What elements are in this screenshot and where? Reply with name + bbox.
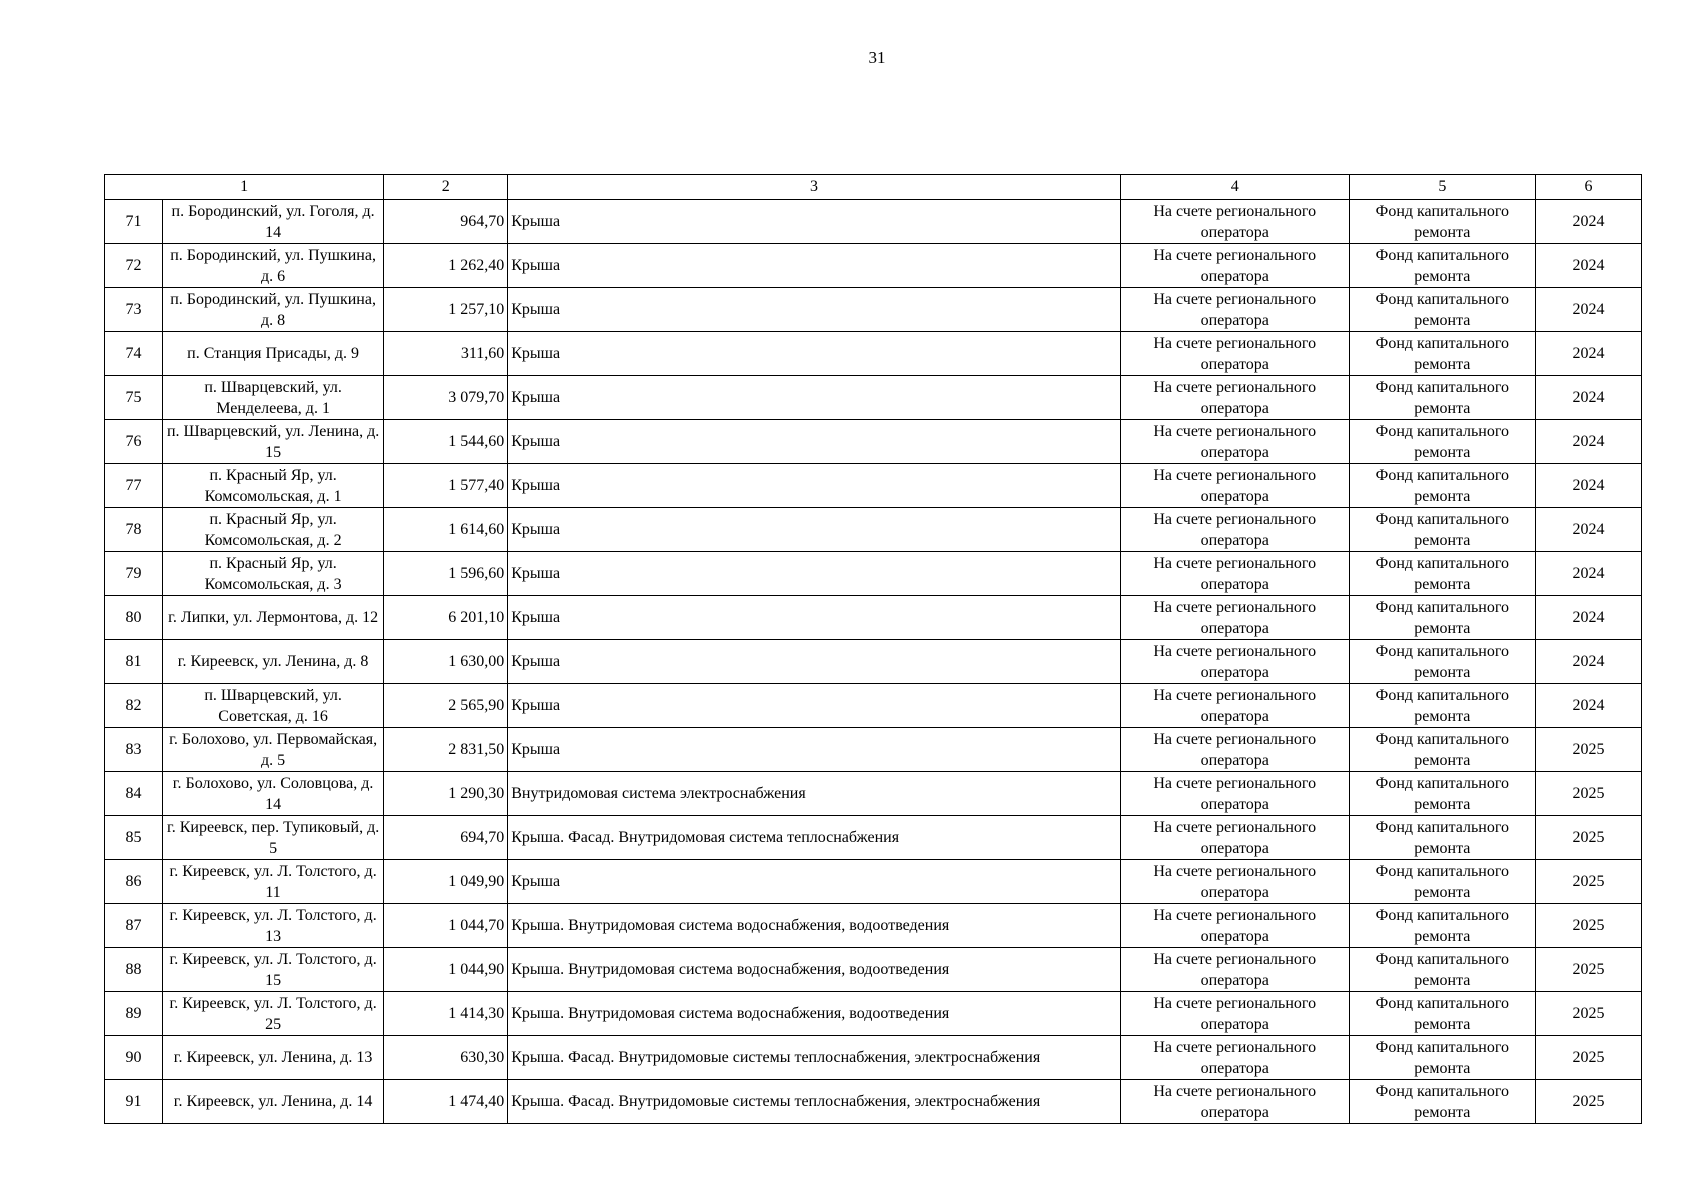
table-row xyxy=(105,816,1642,860)
work-type-cell: Крыша. Фасад. Внутридомовая система теплоснабжения xyxy=(508,816,1120,860)
area-cell: 1 290,30 xyxy=(384,772,508,816)
row-number-cell: 77 xyxy=(105,464,163,508)
fund-account-cell: На счете регионального оператора xyxy=(1120,244,1349,288)
year-cell: 2025 xyxy=(1535,948,1641,992)
funding-source-cell: Фонд капитального ремонта xyxy=(1349,508,1535,552)
fund-account-cell: На счете регионального оператора xyxy=(1120,288,1349,332)
fund-account-cell: На счете регионального оператора xyxy=(1120,596,1349,640)
funding-source-cell: Фонд капитального ремонта xyxy=(1349,244,1535,288)
work-type-cell: Крыша xyxy=(508,200,1120,244)
year-cell: 2024 xyxy=(1535,288,1641,332)
repair-table xyxy=(104,174,1642,1124)
area-cell: 3 079,70 xyxy=(384,376,508,420)
fund-account-cell: На счете регионального оператора xyxy=(1120,684,1349,728)
fund-account-cell: На счете регионального оператора xyxy=(1120,376,1349,420)
row-number-cell: 74 xyxy=(105,332,163,376)
table-row xyxy=(105,1080,1642,1124)
row-number-cell: 76 xyxy=(105,420,163,464)
year-cell: 2025 xyxy=(1535,992,1641,1036)
table-row xyxy=(105,420,1642,464)
table-row xyxy=(105,728,1642,772)
table-row xyxy=(105,200,1642,244)
work-type-cell: Крыша. Внутридомовая система водоснабжения, водоотведения xyxy=(508,948,1120,992)
fund-account-cell: На счете регионального оператора xyxy=(1120,552,1349,596)
address-cell: г. Киреевск, ул. Л. Толстого, д. 15 xyxy=(163,948,384,992)
column-header-1: 1 xyxy=(105,175,384,200)
area-cell: 311,60 xyxy=(384,332,508,376)
fund-account-cell: На счете регионального оператора xyxy=(1120,640,1349,684)
funding-source-cell: Фонд капитального ремонта xyxy=(1349,552,1535,596)
funding-source-cell: Фонд капитального ремонта xyxy=(1349,640,1535,684)
address-cell: г. Киреевск, ул. Ленина, д. 14 xyxy=(163,1080,384,1124)
column-header-5: 5 xyxy=(1349,175,1535,200)
row-number-cell: 84 xyxy=(105,772,163,816)
area-cell: 1 577,40 xyxy=(384,464,508,508)
address-cell: п. Шварцевский, ул. Ленина, д. 15 xyxy=(163,420,384,464)
funding-source-cell: Фонд капитального ремонта xyxy=(1349,816,1535,860)
area-cell: 1 044,70 xyxy=(384,904,508,948)
funding-source-cell: Фонд капитального ремонта xyxy=(1349,420,1535,464)
year-cell: 2025 xyxy=(1535,860,1641,904)
row-number-cell: 83 xyxy=(105,728,163,772)
row-number-cell: 79 xyxy=(105,552,163,596)
column-header-6: 6 xyxy=(1535,175,1641,200)
address-cell: г. Киреевск, ул. Ленина, д. 13 xyxy=(163,1036,384,1080)
year-cell: 2025 xyxy=(1535,1036,1641,1080)
year-cell: 2024 xyxy=(1535,200,1641,244)
table-row xyxy=(105,640,1642,684)
page-number: 31 xyxy=(868,48,886,67)
year-cell: 2025 xyxy=(1535,728,1641,772)
fund-account-cell: На счете регионального оператора xyxy=(1120,420,1349,464)
table-row xyxy=(105,1036,1642,1080)
row-number-cell: 91 xyxy=(105,1080,163,1124)
funding-source-cell: Фонд капитального ремонта xyxy=(1349,992,1535,1036)
area-cell: 1 630,00 xyxy=(384,640,508,684)
address-cell: г. Киреевск, пер. Тупиковый, д. 5 xyxy=(163,816,384,860)
row-number-cell: 88 xyxy=(105,948,163,992)
funding-source-cell: Фонд капитального ремонта xyxy=(1349,1080,1535,1124)
funding-source-cell: Фонд капитального ремонта xyxy=(1349,376,1535,420)
area-cell: 630,30 xyxy=(384,1036,508,1080)
table-row xyxy=(105,376,1642,420)
table-row xyxy=(105,948,1642,992)
row-number-cell: 73 xyxy=(105,288,163,332)
work-type-cell: Крыша. Внутридомовая система водоснабжения, водоотведения xyxy=(508,904,1120,948)
column-header-3: 3 xyxy=(508,175,1120,200)
funding-source-cell: Фонд капитального ремонта xyxy=(1349,596,1535,640)
area-cell: 1 414,30 xyxy=(384,992,508,1036)
address-cell: п. Красный Яр, ул. Комсомольская, д. 1 xyxy=(163,464,384,508)
row-number-cell: 90 xyxy=(105,1036,163,1080)
area-cell: 964,70 xyxy=(384,200,508,244)
work-type-cell: Крыша. Фасад. Внутридомовые системы теплоснабжения, электроснабжения xyxy=(508,1080,1120,1124)
row-number-cell: 87 xyxy=(105,904,163,948)
address-cell: п. Красный Яр, ул. Комсомольская, д. 3 xyxy=(163,552,384,596)
fund-account-cell: На счете регионального оператора xyxy=(1120,904,1349,948)
fund-account-cell: На счете регионального оператора xyxy=(1120,1036,1349,1080)
area-cell: 1 262,40 xyxy=(384,244,508,288)
address-cell: г. Киреевск, ул. Л. Толстого, д. 25 xyxy=(163,992,384,1036)
area-cell: 2 831,50 xyxy=(384,728,508,772)
column-header-2: 2 xyxy=(384,175,508,200)
work-type-cell: Крыша xyxy=(508,552,1120,596)
year-cell: 2024 xyxy=(1535,420,1641,464)
table-header-row xyxy=(105,175,1642,200)
row-number-cell: 86 xyxy=(105,860,163,904)
work-type-cell: Крыша xyxy=(508,640,1120,684)
table-row xyxy=(105,508,1642,552)
row-number-cell: 78 xyxy=(105,508,163,552)
work-type-cell: Крыша xyxy=(508,420,1120,464)
funding-source-cell: Фонд капитального ремонта xyxy=(1349,772,1535,816)
fund-account-cell: На счете регионального оператора xyxy=(1120,200,1349,244)
year-cell: 2025 xyxy=(1535,1080,1641,1124)
table-row xyxy=(105,596,1642,640)
address-cell: п. Шварцевский, ул. Менделеева, д. 1 xyxy=(163,376,384,420)
row-number-cell: 80 xyxy=(105,596,163,640)
address-cell: п. Красный Яр, ул. Комсомольская, д. 2 xyxy=(163,508,384,552)
address-cell: г. Киреевск, ул. Л. Толстого, д. 13 xyxy=(163,904,384,948)
year-cell: 2024 xyxy=(1535,640,1641,684)
area-cell: 1 049,90 xyxy=(384,860,508,904)
year-cell: 2024 xyxy=(1535,508,1641,552)
row-number-cell: 82 xyxy=(105,684,163,728)
funding-source-cell: Фонд капитального ремонта xyxy=(1349,948,1535,992)
work-type-cell: Крыша xyxy=(508,684,1120,728)
table-row xyxy=(105,244,1642,288)
row-number-cell: 75 xyxy=(105,376,163,420)
table-row xyxy=(105,860,1642,904)
table-row xyxy=(105,332,1642,376)
area-cell: 2 565,90 xyxy=(384,684,508,728)
area-cell: 6 201,10 xyxy=(384,596,508,640)
year-cell: 2024 xyxy=(1535,244,1641,288)
table-row xyxy=(105,288,1642,332)
area-cell: 1 044,90 xyxy=(384,948,508,992)
work-type-cell: Крыша xyxy=(508,376,1120,420)
row-number-cell: 85 xyxy=(105,816,163,860)
table-row xyxy=(105,464,1642,508)
address-cell: п. Бородинский, ул. Гоголя, д. 14 xyxy=(163,200,384,244)
work-type-cell: Крыша xyxy=(508,288,1120,332)
year-cell: 2025 xyxy=(1535,816,1641,860)
area-cell: 1 474,40 xyxy=(384,1080,508,1124)
funding-source-cell: Фонд капитального ремонта xyxy=(1349,332,1535,376)
funding-source-cell: Фонд капитального ремонта xyxy=(1349,464,1535,508)
year-cell: 2024 xyxy=(1535,596,1641,640)
year-cell: 2025 xyxy=(1535,772,1641,816)
area-cell: 1 596,60 xyxy=(384,552,508,596)
fund-account-cell: На счете регионального оператора xyxy=(1120,508,1349,552)
table-row xyxy=(105,552,1642,596)
address-cell: г. Киреевск, ул. Ленина, д. 8 xyxy=(163,640,384,684)
funding-source-cell: Фонд капитального ремонта xyxy=(1349,860,1535,904)
row-number-cell: 72 xyxy=(105,244,163,288)
address-cell: г. Болохово, ул. Первомайская, д. 5 xyxy=(163,728,384,772)
year-cell: 2024 xyxy=(1535,464,1641,508)
address-cell: г. Болохово, ул. Соловцова, д. 14 xyxy=(163,772,384,816)
work-type-cell: Крыша xyxy=(508,728,1120,772)
work-type-cell: Крыша. Внутридомовая система водоснабжения, водоотведения xyxy=(508,992,1120,1036)
year-cell: 2024 xyxy=(1535,376,1641,420)
table-row xyxy=(105,684,1642,728)
address-cell: п. Станция Присады, д. 9 xyxy=(163,332,384,376)
row-number-cell: 81 xyxy=(105,640,163,684)
fund-account-cell: На счете регионального оператора xyxy=(1120,860,1349,904)
work-type-cell: Крыша xyxy=(508,596,1120,640)
funding-source-cell: Фонд капитального ремонта xyxy=(1349,728,1535,772)
fund-account-cell: На счете регионального оператора xyxy=(1120,1080,1349,1124)
fund-account-cell: На счете регионального оператора xyxy=(1120,992,1349,1036)
work-type-cell: Внутридомовая система электроснабжения xyxy=(508,772,1120,816)
year-cell: 2024 xyxy=(1535,684,1641,728)
area-cell: 1 257,10 xyxy=(384,288,508,332)
work-type-cell: Крыша. Фасад. Внутридомовые системы теплоснабжения, электроснабжения xyxy=(508,1036,1120,1080)
work-type-cell: Крыша xyxy=(508,244,1120,288)
fund-account-cell: На счете регионального оператора xyxy=(1120,816,1349,860)
work-type-cell: Крыша xyxy=(508,508,1120,552)
work-type-cell: Крыша xyxy=(508,332,1120,376)
year-cell: 2024 xyxy=(1535,332,1641,376)
year-cell: 2025 xyxy=(1535,904,1641,948)
area-cell: 1 614,60 xyxy=(384,508,508,552)
funding-source-cell: Фонд капитального ремонта xyxy=(1349,684,1535,728)
repair-table-container xyxy=(104,174,1642,1124)
funding-source-cell: Фонд капитального ремонта xyxy=(1349,200,1535,244)
row-number-cell: 71 xyxy=(105,200,163,244)
fund-account-cell: На счете регионального оператора xyxy=(1120,728,1349,772)
table-row xyxy=(105,772,1642,816)
fund-account-cell: На счете регионального оператора xyxy=(1120,772,1349,816)
work-type-cell: Крыша xyxy=(508,464,1120,508)
area-cell: 1 544,60 xyxy=(384,420,508,464)
work-type-cell: Крыша xyxy=(508,860,1120,904)
row-number-cell: 89 xyxy=(105,992,163,1036)
funding-source-cell: Фонд капитального ремонта xyxy=(1349,904,1535,948)
fund-account-cell: На счете регионального оператора xyxy=(1120,948,1349,992)
funding-source-cell: Фонд капитального ремонта xyxy=(1349,1036,1535,1080)
fund-account-cell: На счете регионального оператора xyxy=(1120,464,1349,508)
address-cell: п. Бородинский, ул. Пушкина, д. 6 xyxy=(163,244,384,288)
address-cell: п. Шварцевский, ул. Советская, д. 16 xyxy=(163,684,384,728)
table-row xyxy=(105,992,1642,1036)
address-cell: г. Липки, ул. Лермонтова, д. 12 xyxy=(163,596,384,640)
address-cell: п. Бородинский, ул. Пушкина, д. 8 xyxy=(163,288,384,332)
table-row xyxy=(105,904,1642,948)
table-body xyxy=(105,200,1642,1124)
area-cell: 694,70 xyxy=(384,816,508,860)
funding-source-cell: Фонд капитального ремонта xyxy=(1349,288,1535,332)
column-header-4: 4 xyxy=(1120,175,1349,200)
year-cell: 2024 xyxy=(1535,552,1641,596)
address-cell: г. Киреевск, ул. Л. Толстого, д. 11 xyxy=(163,860,384,904)
fund-account-cell: На счете регионального оператора xyxy=(1120,332,1349,376)
